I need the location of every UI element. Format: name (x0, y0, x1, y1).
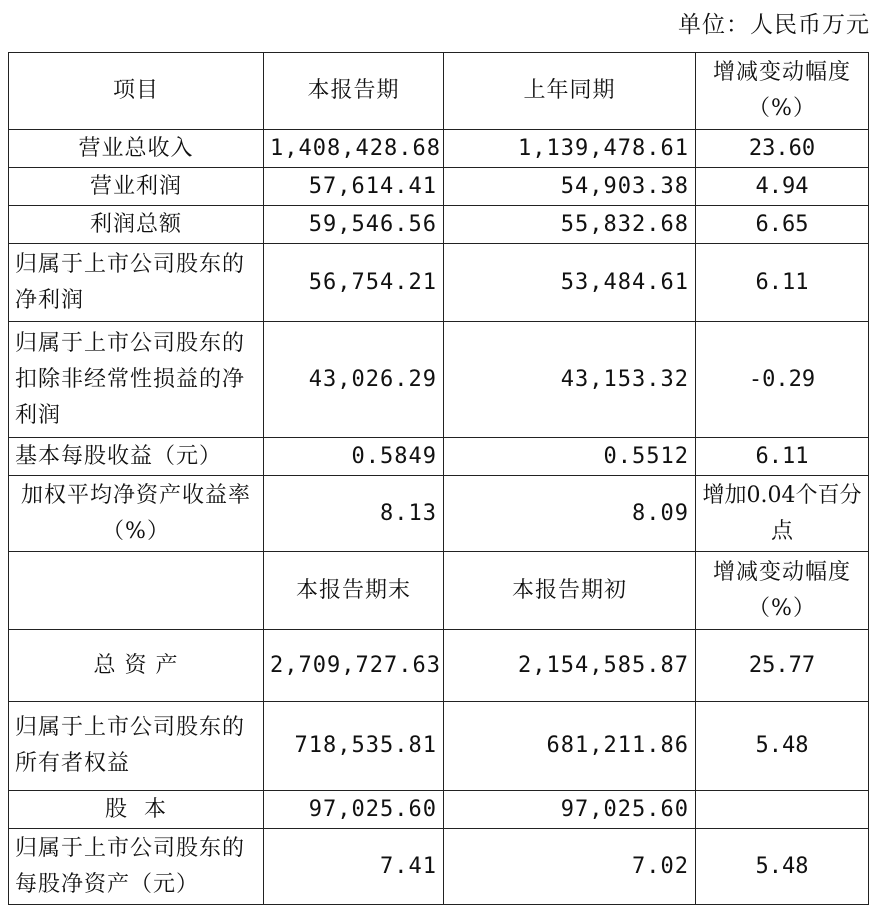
table-row (9, 130, 869, 168)
current-value: 8.13 (264, 476, 444, 552)
previous-value: 7.02 (444, 829, 696, 905)
header-current-period: 本报告期 (264, 53, 444, 130)
change-value: 6.65 (696, 206, 869, 244)
change-value: 5.48 (696, 702, 869, 791)
current-value: 7.41 (264, 829, 444, 905)
current-value: 718,535.81 (264, 702, 444, 791)
table-row (9, 702, 869, 791)
previous-value: 53,484.61 (444, 244, 696, 322)
row-label: 归属于上市公司股东的扣除非经常性损益的净利润 (9, 322, 264, 438)
row-label: 归属于上市公司股东的净利润 (9, 244, 264, 322)
row-label: 股 本 (9, 791, 264, 829)
header-prior-period: 上年同期 (444, 53, 696, 130)
header-change: 增减变动幅度（%） (696, 552, 869, 630)
change-value: -0.29 (696, 322, 869, 438)
row-label: 归属于上市公司股东的所有者权益 (9, 702, 264, 791)
previous-value: 54,903.38 (444, 168, 696, 206)
change-value (696, 791, 869, 829)
table-row (9, 476, 869, 552)
previous-value: 0.5512 (444, 438, 696, 476)
previous-value: 8.09 (444, 476, 696, 552)
change-value: 6.11 (696, 244, 869, 322)
financial-summary-table (8, 52, 869, 905)
header-period-end: 本报告期末 (264, 552, 444, 630)
table-subheader-row (9, 552, 869, 630)
previous-value: 55,832.68 (444, 206, 696, 244)
row-label: 基本每股收益（元） (9, 438, 264, 476)
previous-value: 43,153.32 (444, 322, 696, 438)
table-row (9, 168, 869, 206)
change-value: 增加0.04个百分点 (696, 476, 869, 552)
row-label: 加权平均净资产收益率（%） (9, 476, 264, 552)
table-row (9, 206, 869, 244)
current-value: 56,754.21 (264, 244, 444, 322)
current-value: 43,026.29 (264, 322, 444, 438)
table-row (9, 791, 869, 829)
table-header-row (9, 53, 869, 130)
current-value: 2,709,727.63 (264, 630, 444, 702)
unit-label: 单位：人民币万元 (678, 12, 870, 38)
table-row (9, 829, 869, 905)
change-value: 4.94 (696, 168, 869, 206)
row-label: 利润总额 (9, 206, 264, 244)
change-value: 25.77 (696, 630, 869, 702)
current-value: 1,408,428.68 (264, 130, 444, 168)
previous-value: 2,154,585.87 (444, 630, 696, 702)
table-row (9, 630, 869, 702)
row-label: 总 资 产 (9, 630, 264, 702)
header-item: 项目 (9, 53, 264, 130)
current-value: 97,025.60 (264, 791, 444, 829)
row-label: 营业利润 (9, 168, 264, 206)
previous-value: 97,025.60 (444, 791, 696, 829)
current-value: 57,614.41 (264, 168, 444, 206)
table-row (9, 322, 869, 438)
header-change: 增减变动幅度（%） (696, 53, 869, 130)
current-value: 59,546.56 (264, 206, 444, 244)
table-row (9, 438, 869, 476)
header-item-blank (9, 552, 264, 630)
current-value: 0.5849 (264, 438, 444, 476)
table-row (9, 244, 869, 322)
previous-value: 1,139,478.61 (444, 130, 696, 168)
change-value: 6.11 (696, 438, 869, 476)
header-period-start: 本报告期初 (444, 552, 696, 630)
previous-value: 681,211.86 (444, 702, 696, 791)
row-label: 营业总收入 (9, 130, 264, 168)
change-value: 23.60 (696, 130, 869, 168)
row-label: 归属于上市公司股东的每股净资产（元） (9, 829, 264, 905)
change-value: 5.48 (696, 829, 869, 905)
